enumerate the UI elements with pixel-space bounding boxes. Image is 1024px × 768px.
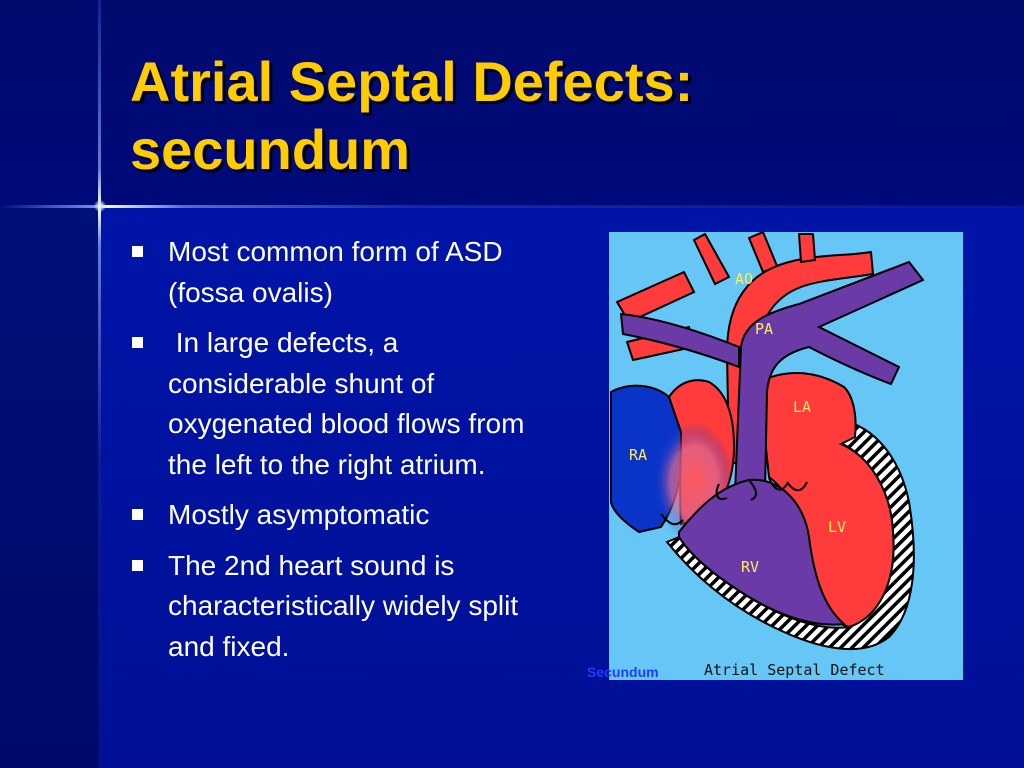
bullet-text: Most common form of ASD (fossa ovalis) xyxy=(168,236,511,308)
label-ao: AO xyxy=(735,270,754,288)
bullet-item xyxy=(130,232,550,313)
label-lv: LV xyxy=(828,518,847,536)
bullet-square-icon xyxy=(132,560,143,571)
bullet-square-icon xyxy=(132,509,143,520)
bullet-square-icon xyxy=(132,246,143,257)
divider-sparkle xyxy=(94,200,106,212)
heart-diagram-svg xyxy=(609,232,963,680)
bullet-text: The 2nd heart sound is characteristically widely split and fixed. xyxy=(168,549,526,662)
slide-title-line-1: Atrial Septal Defects: xyxy=(130,50,694,113)
heart-diagram xyxy=(609,232,963,680)
slide-title-line-2: secundum xyxy=(130,118,411,181)
bullet-item xyxy=(130,546,550,668)
vertical-divider xyxy=(98,0,101,768)
label-rv: RV xyxy=(741,558,760,576)
diagram-caption: Atrial Septal Defect xyxy=(704,661,885,679)
left-margin-background xyxy=(0,207,100,768)
label-pa: PA xyxy=(755,320,774,338)
bullet-text: In large defects, a considerable shunt of oxygenated blood flows from the left to the right atrium. xyxy=(168,327,533,480)
bullet-item xyxy=(130,495,550,536)
bullet-square-icon xyxy=(132,337,143,348)
label-ra: RA xyxy=(629,446,648,464)
slide-title xyxy=(130,48,1010,184)
figure-side-caption: Secundum xyxy=(587,664,659,680)
label-la: LA xyxy=(793,398,812,416)
bullet-text: Mostly asymptomatic xyxy=(168,499,430,530)
horizontal-divider xyxy=(0,205,1024,208)
bullet-list xyxy=(130,232,550,677)
bullet-item xyxy=(130,323,550,485)
